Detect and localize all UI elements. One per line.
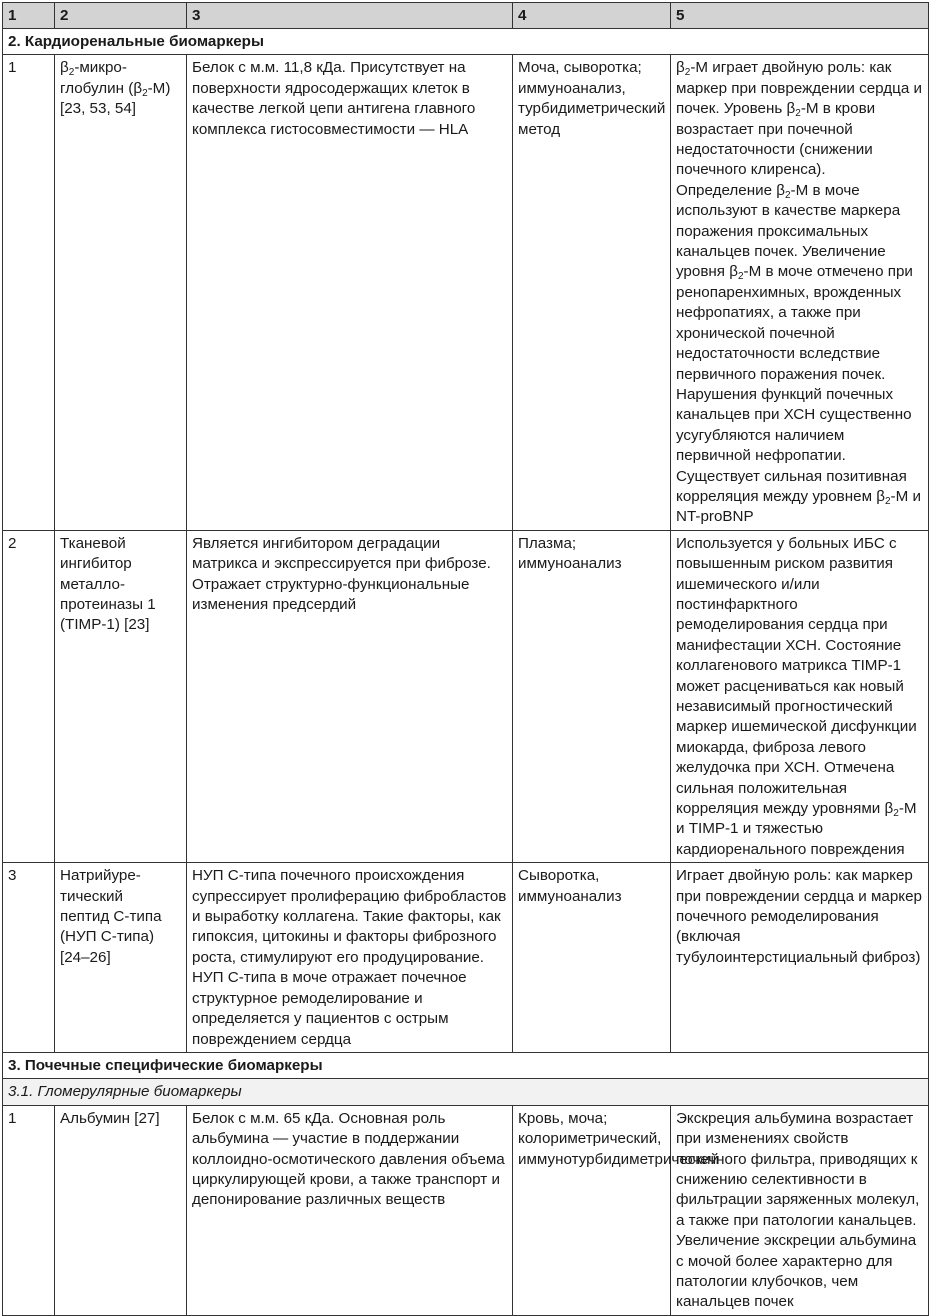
column-header: 4 [513, 3, 671, 29]
section-title: 3. Почечные специфические биомаркеры [3, 1052, 929, 1078]
row-number: 1 [3, 55, 55, 530]
clinical-note: Экскреция альбумина возрастает при изменениях свойств почечного фильтра, приводящих к снижению селективности в фильтрации заряженных молекул, а также при патологии канальцев. Увеличение экскреции альбумина с мочой более характерно для патологии клубочков, чем канальцев почек [671, 1105, 929, 1315]
biomarkers-table [2, 2, 929, 1316]
clinical-note: $\beta_2-М$ играет двойную роль: как маркер при повреждении сердца и почек. Уровень $\beta_2-М$ в крови возрастает при почечной недостаточности (снижении почечного клиренса). Определение $\beta_2-М$ в моче используют в качестве маркера поражения проксимальных канальцев почек. Увеличение уровня $\beta_2-М$ в моче отмечено при ренопаренхимных, врожденных нефропатиях, а также при хронической почечной недостаточности вследствие первичного поражения почек. Нарушения функций почечных канальцев при ХСН существенно усугубляются наличием первичной нефропатии. Существует сильная позитивная корреляция между уровнем $\beta_2-М$ и NT-proBNP [671, 55, 929, 530]
marker-description: Белок с м.м. 11,8 кДа. Присутствует на поверхности ядросодержащих клеток в качестве легкой цепи антигена главного комплекса гистосовместимости — HLA [187, 55, 513, 530]
marker-description: Белок с м.м. 65 кДа. Основная роль альбумина — участие в поддержании коллоидно-осмотического давления объема циркулирующей крови, а также транспорт и депонирование различных веществ [187, 1105, 513, 1315]
column-header: 2 [55, 3, 187, 29]
marker-description: НУП С-типа почечного происхождения супрессирует пролиферацию фибробластов и выработку коллагена. Такие факторы, как гипоксия, цитокины и факторы фиброзного роста, стимулируют его продуцирование. НУП С-типа в моче отражает почечное структурное ремоделирование и определяется у пациентов с острым повреждением сердца [187, 863, 513, 1053]
marker-description: Является ингибитором деградации матрикса и экспрессируется при фиброзе. Отражает структурно-функциональные изменения предсердий [187, 530, 513, 863]
clinical-note: Играет двойную роль: как маркер при повреждении сердца и маркер почечного ремоделирования (включая тубулоинтерстициальный фиброз) [671, 863, 929, 1053]
marker-name: Тканевой ингибитор металло- протеиназы 1 (TIMP-1) [23] [55, 530, 187, 863]
marker-name: Альбумин [27] [55, 1105, 187, 1315]
clinical-note: Используется у больных ИБС с повышенным риском развития ишемического и/или постинфарктного ремоделирования сердца при манифестации ХСН. Состояние коллагенового матрикса TIMP-1 может расцениваться как новый независимый прогностический маркер ишемической дисфункции миокарда, фиброза левого желудочка при ХСН. Отмечена сильная положительная корреляция между уровнями $\beta_2-М$ и TIMP-1 и тяжестью кардиоренального повреждения [671, 530, 929, 863]
row-number: 3 [3, 863, 55, 1053]
column-header: 1 [3, 3, 55, 29]
table-row [3, 530, 929, 863]
subsection-heading [3, 1079, 929, 1105]
sample-method: Сыворотка, иммуноанализ [513, 863, 671, 1053]
section-title: 2. Кардиоренальные биомаркеры [3, 29, 929, 55]
subsection-title: 3.1. Гломерулярные биомаркеры [3, 1079, 929, 1105]
table-row [3, 55, 929, 530]
sample-method: Плазма; иммуноанализ [513, 530, 671, 863]
sample-method: Моча, сыворотка; иммуноанализ, турбидиметрический метод [513, 55, 671, 530]
row-number: 2 [3, 530, 55, 863]
table-row [3, 863, 929, 1053]
header-row [3, 3, 929, 29]
section-heading [3, 29, 929, 55]
marker-name: Натрийуре- тический пептид С-типа (НУП С-типа) [24–26] [55, 863, 187, 1053]
table-row [3, 1105, 929, 1315]
section-heading [3, 1052, 929, 1078]
row-number: 1 [3, 1105, 55, 1315]
column-header: 3 [187, 3, 513, 29]
marker-name: $\beta_2-микро-$ глобулин $(\beta_2-М)$ [23, 53, 54] [55, 55, 187, 530]
sample-method: Кровь, моча; колориметрический, иммунотурбидиметрический [513, 1105, 671, 1315]
column-header: 5 [671, 3, 929, 29]
